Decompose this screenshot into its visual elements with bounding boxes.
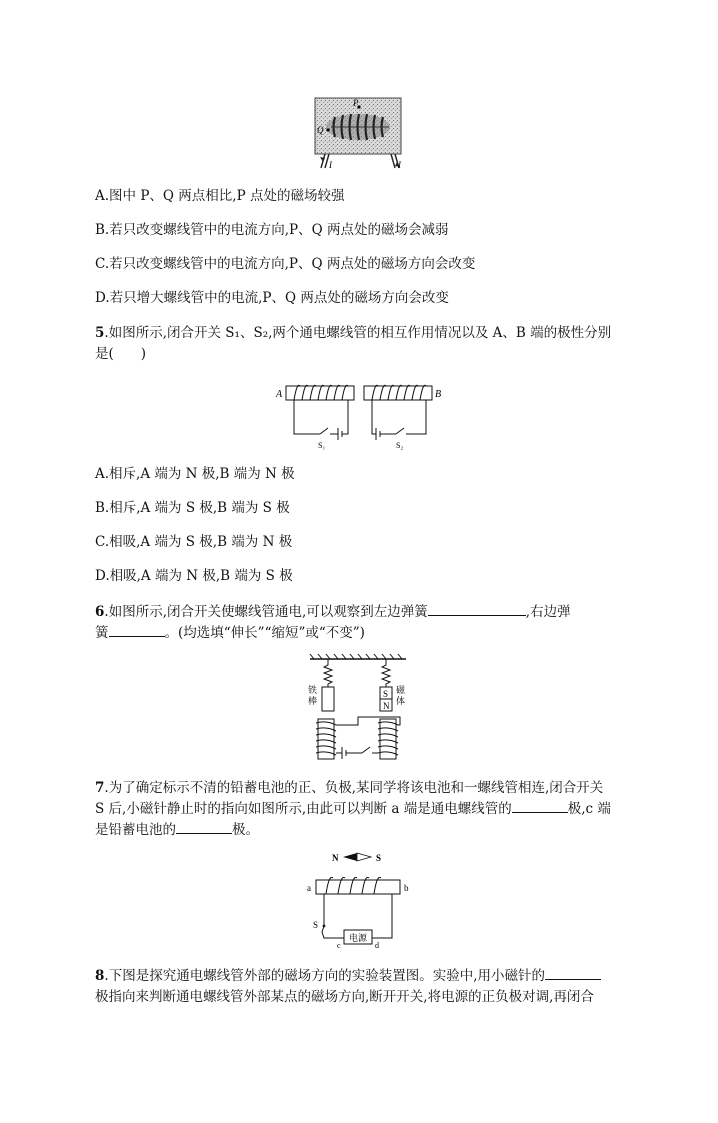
q5-number: 5 — [95, 325, 105, 341]
q5-switch2-label: S₂ — [396, 441, 404, 450]
q7-end-b: b — [404, 883, 409, 893]
q7-end-a: a — [307, 883, 311, 893]
prev-option-a: A.图中 P、Q 两点相比,P 点处的磁场较强 — [95, 188, 345, 204]
q7-stem-line3: 是铅蓄电池的 极。 — [95, 822, 259, 838]
q7-terminal-d: d — [375, 941, 379, 950]
iron-filings-solenoid-figure — [313, 96, 405, 170]
q7-stem-line2: S 后,小磁针静止时的指向如图所示,由此可以判断 a 端是通电螺线管的 极,c 端 — [95, 801, 611, 817]
q7-number: 7 — [95, 780, 105, 796]
q5-option-b: B.相斥,A 端为 S 极,B 端为 S 极 — [95, 500, 290, 516]
prev-option-d: D.若只增大螺线管中的电流,P、Q 两点处的磁场方向会改变 — [95, 290, 449, 306]
q6-blank-right-spring[interactable] — [109, 624, 165, 637]
q7-stem-line1: 7.为了确定标示不清的铅蓄电池的正、负极,某同学将该电池和一螺线管相连,闭合开关 — [95, 780, 604, 796]
q6-iron-label-1: 铁 — [308, 685, 318, 695]
q7-blank-c-pole[interactable] — [176, 821, 232, 834]
q7-power-source-label: 电源 — [349, 933, 368, 943]
q8-stem-line2: 极指向来判断通电螺线管外部某点的磁场方向,断开开关,将电源的正负极对调,再闭合 — [95, 989, 594, 1005]
q7-terminal-c: c — [337, 941, 341, 950]
q6-stem-line1: 6.如图所示,闭合开关使螺线管通电,可以观察到左边弹簧 ,右边弹 — [95, 604, 571, 620]
prev-option-b: B.若只改变螺线管中的电流方向,P、Q 两点处的磁场会减弱 — [95, 222, 449, 238]
point-q-label: Q — [317, 125, 324, 135]
q7-blank-a-pole[interactable] — [512, 800, 568, 813]
q6-blank-left-spring[interactable] — [428, 603, 526, 616]
q6-pole-n: N — [383, 701, 390, 711]
q7-switch-label: S — [313, 920, 319, 930]
q7-solenoid-battery-figure — [304, 848, 414, 950]
q6-magnet-label-2: 体 — [396, 696, 406, 706]
q5-stem-line2: 是( ) — [95, 346, 147, 362]
q5-end-b-label: B — [435, 389, 442, 400]
q7-needle-s: S — [376, 853, 382, 863]
q8-number: 8 — [95, 968, 105, 984]
q5-two-solenoids-figure — [272, 376, 452, 452]
q7-needle-n: N — [332, 853, 339, 863]
q5-option-c: C.相吸,A 端为 S 极,B 端为 N 极 — [95, 534, 293, 550]
q5-switch1-label: S₁ — [318, 441, 326, 450]
q6-iron-label-2: 棒 — [308, 696, 318, 706]
q6-pole-s: S — [383, 689, 389, 699]
q5-option-a: A.相斥,A 端为 N 极,B 端为 N 极 — [95, 466, 295, 482]
current-left-label: I — [329, 160, 332, 170]
q6-stem-line2: 簧 。(均选填“伸长”“缩短”或“不变”) — [95, 625, 365, 641]
q6-springs-figure — [306, 653, 412, 763]
q6-magnet-label-1: 磁 — [396, 685, 406, 695]
q5-stem-line1: 5.如图所示,闭合开关 S₁、S₂,两个通电螺线管的相互作用情况以及 A、B 端的极性分别 — [95, 325, 612, 341]
current-right-label: I — [398, 160, 401, 170]
q8-blank-needle-pole[interactable] — [545, 967, 601, 980]
q5-end-a-label: A — [276, 389, 283, 400]
prev-option-c: C.若只改变螺线管中的电流方向,P、Q 两点处的磁场方向会改变 — [95, 256, 476, 272]
q5-option-d: D.相吸,A 端为 N 极,B 端为 S 极 — [95, 568, 293, 584]
q6-number: 6 — [95, 604, 105, 620]
point-p-label: P — [353, 98, 359, 108]
q8-stem-line1: 8.下图是探究通电螺线管外部的磁场方向的实验装置图。实验中,用小磁针的 — [95, 967, 601, 985]
